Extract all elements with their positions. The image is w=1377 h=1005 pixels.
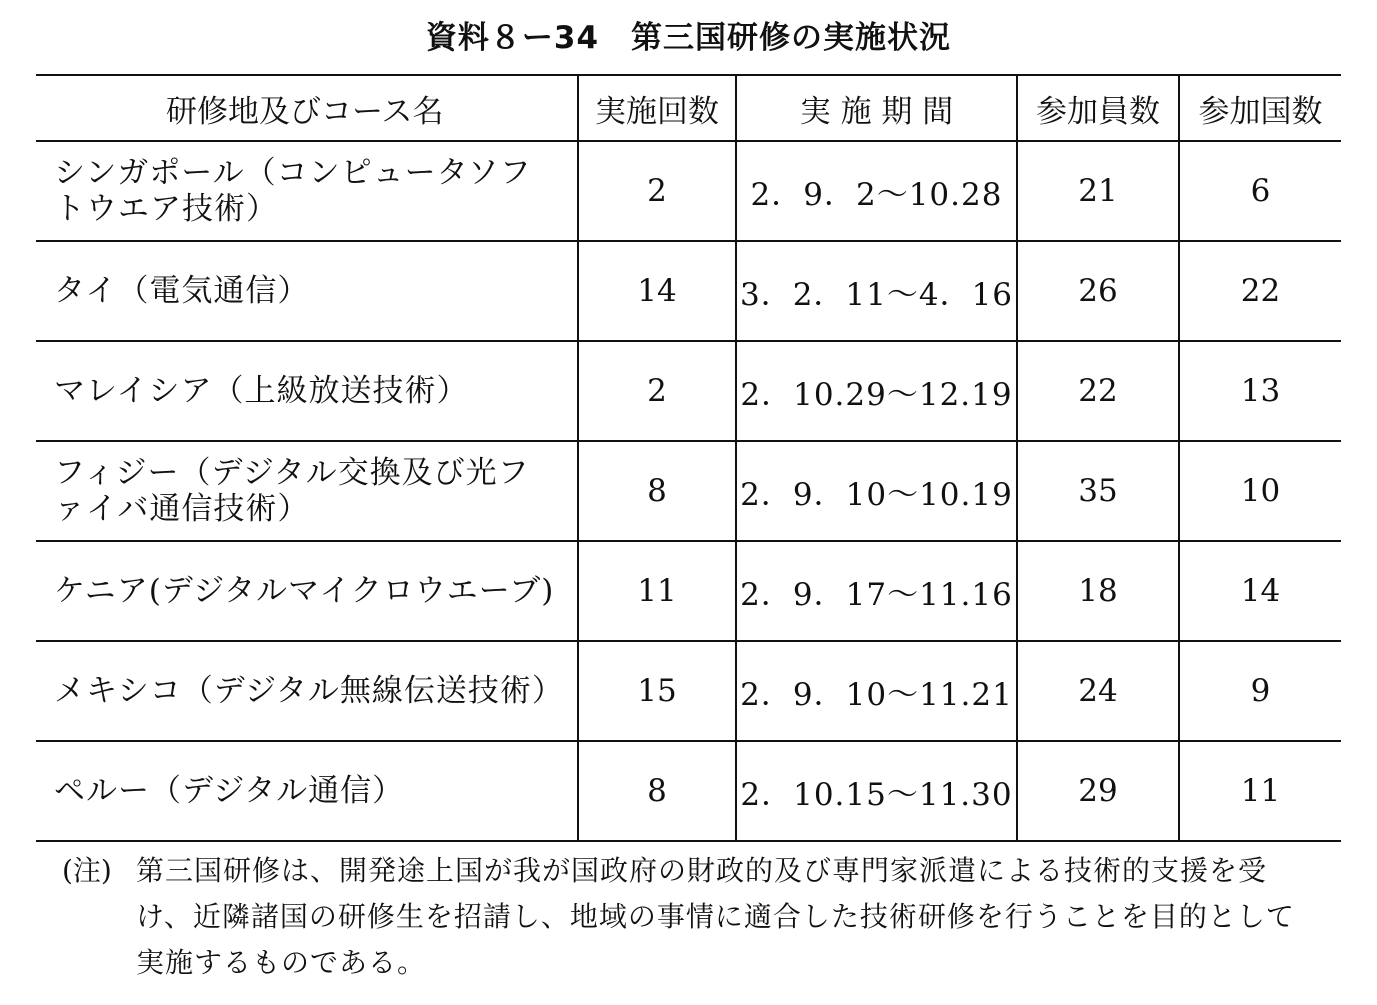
cell-countries: 10: [1179, 441, 1341, 541]
header-countries: 参加国数: [1179, 75, 1341, 141]
cell-period: 3．2．11～4．16: [736, 241, 1017, 341]
header-period: 実 施 期 間: [736, 75, 1017, 141]
footnote-label: (注): [62, 854, 112, 887]
cell-count: 11: [578, 541, 736, 641]
cell-period: 2．10.29～12.19: [736, 341, 1017, 441]
footnote: [62, 848, 1322, 986]
cell-course: タイ（電気通信）: [36, 241, 578, 341]
cell-course: シンガポール（コンピュータソフトウエア技術）: [36, 141, 578, 241]
cell-countries: 11: [1179, 741, 1341, 841]
cell-period: 2．9．17～11.16: [736, 541, 1017, 641]
table-row: [36, 641, 1341, 741]
table-row: [36, 141, 1341, 241]
cell-count: 15: [578, 641, 736, 741]
header-row: [36, 75, 1341, 141]
cell-course: ケニア(デジタルマイクロウエーブ): [36, 541, 578, 641]
table-row: [36, 241, 1341, 341]
cell-course: マレイシア（上級放送技術）: [36, 341, 578, 441]
cell-course: メキシコ（デジタル無線伝送技術）: [36, 641, 578, 741]
cell-period: 2．10.15～11.30: [736, 741, 1017, 841]
cell-count: 2: [578, 141, 736, 241]
cell-count: 8: [578, 741, 736, 841]
cell-participants: 24: [1017, 641, 1179, 741]
cell-participants: 18: [1017, 541, 1179, 641]
cell-period: 2．9．10～11.21: [736, 641, 1017, 741]
cell-participants: 29: [1017, 741, 1179, 841]
cell-participants: 22: [1017, 341, 1179, 441]
footnote-text: 第三国研修は、開発途上国が我が国政府の財政的及び専門家派遣による技術的支援を受け、近隣諸国の研修生を招請し、地域の事情に適合した技術研修を行うことを目的として実施するものである。: [136, 854, 1295, 979]
cell-countries: 22: [1179, 241, 1341, 341]
cell-participants: 35: [1017, 441, 1179, 541]
header-participants: 参加員数: [1017, 75, 1179, 141]
cell-course: フィジー（デジタル交換及び光ファイバ通信技術）: [36, 441, 578, 541]
cell-countries: 6: [1179, 141, 1341, 241]
table-row: [36, 741, 1341, 841]
table-row: [36, 441, 1341, 541]
cell-countries: 14: [1179, 541, 1341, 641]
header-count: 実施回数: [578, 75, 736, 141]
cell-count: 8: [578, 441, 736, 541]
header-course: 研修地及びコース名: [36, 75, 578, 141]
cell-period: 2．9．10～10.19: [736, 441, 1017, 541]
cell-countries: 9: [1179, 641, 1341, 741]
cell-course: ペルー（デジタル通信）: [36, 741, 578, 841]
cell-count: 2: [578, 341, 736, 441]
page-title: 資料８ー34 第三国研修の実施状況: [425, 20, 952, 56]
cell-period: 2．9．2～10.28: [736, 141, 1017, 241]
cell-participants: 21: [1017, 141, 1179, 241]
cell-count: 14: [578, 241, 736, 341]
cell-participants: 26: [1017, 241, 1179, 341]
table-row: [36, 541, 1341, 641]
data-table: [36, 74, 1341, 842]
table-row: [36, 341, 1341, 441]
cell-countries: 13: [1179, 341, 1341, 441]
